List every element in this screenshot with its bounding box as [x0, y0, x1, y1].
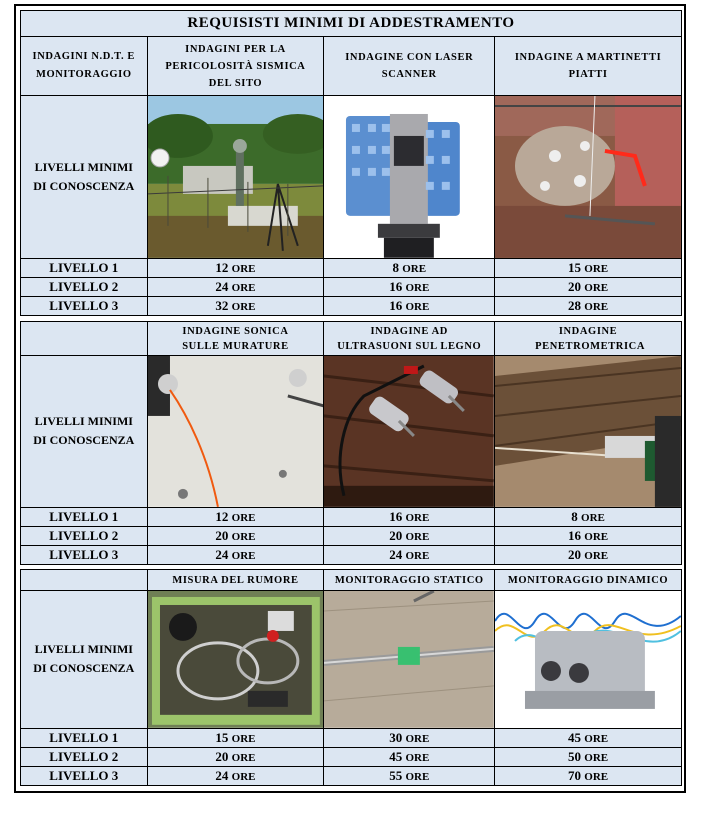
noise-measure-photo [147, 591, 324, 729]
section-1-table [20, 10, 682, 316]
hours-value: 20 [215, 748, 229, 764]
hours-value: 16 [389, 297, 403, 313]
row-label-text: LIVELLI MINIMI DI CONOSCENZA [33, 414, 135, 448]
hours-unit: ORE [584, 530, 609, 543]
hours-value: 32 [215, 297, 229, 313]
hours-unit: ORE [584, 262, 609, 275]
hours-unit: ORE [231, 549, 256, 562]
column-header: INDAGINE AD ULTRASUONI SUL LEGNO [324, 322, 495, 356]
static-monitoring-photo [324, 591, 495, 729]
hours-cell [495, 747, 682, 766]
column-header: MISURA DEL RUMORE [147, 570, 324, 591]
flat-jack-test-photo [495, 96, 682, 259]
level-label: LIVELLO 2 [21, 526, 148, 545]
hours-unit: ORE [584, 300, 609, 313]
hours-cell [147, 545, 324, 564]
corner-label [21, 37, 148, 96]
seismic-station-photo [147, 96, 324, 259]
column-header: INDAGINE PENETROMETRICA [495, 322, 682, 356]
level-label: LIVELLO 3 [21, 545, 148, 564]
hours-value: 20 [568, 278, 582, 294]
document-title: REQUISISTI MINIMI DI ADDESTRAMENTO [21, 11, 682, 37]
seismic-station-image [148, 96, 324, 258]
hours-cell [495, 507, 682, 526]
hours-value: 30 [389, 729, 403, 745]
hours-cell [324, 766, 495, 785]
hours-unit: ORE [402, 262, 427, 275]
hours-unit: ORE [584, 281, 609, 294]
level-label: LIVELLO 2 [21, 747, 148, 766]
hours-unit: ORE [584, 732, 609, 745]
hours-cell [324, 747, 495, 766]
hours-cell [495, 545, 682, 564]
hours-unit: ORE [231, 751, 256, 764]
laser-scanner-image [324, 96, 494, 258]
level-label: LIVELLO 3 [21, 766, 148, 785]
sonic-test-wall-image [148, 356, 324, 507]
hours-value: 12 [215, 259, 229, 275]
hours-unit: ORE [405, 530, 430, 543]
column-header: INDAGINE A MARTINETTI PIATTI [495, 37, 682, 96]
hours-unit: ORE [584, 770, 609, 783]
column-header: INDAGINE SONICA SULLE MURATURE [147, 322, 324, 356]
noise-measure-image [148, 591, 324, 728]
hours-unit: ORE [231, 300, 256, 313]
laser-scanner-photo [324, 96, 495, 259]
dynamic-monitoring-photo [495, 591, 682, 729]
hours-unit: ORE [581, 511, 605, 524]
hours-cell [147, 747, 324, 766]
hours-value: 8 [571, 508, 578, 524]
requirements-document [14, 4, 686, 793]
hours-unit: ORE [584, 751, 609, 764]
hours-cell [324, 728, 495, 747]
section-2-table [20, 321, 682, 565]
hours-unit: ORE [231, 530, 256, 543]
hours-cell [147, 277, 324, 296]
hours-unit: ORE [405, 770, 430, 783]
flat-jack-test-image [495, 96, 681, 258]
hours-cell [495, 258, 682, 277]
hours-unit: ORE [405, 751, 430, 764]
hours-unit: ORE [231, 262, 256, 275]
section-3-table [20, 569, 682, 786]
hours-value: 24 [215, 278, 229, 294]
hours-cell [147, 507, 324, 526]
hours-cell [495, 728, 682, 747]
level-label: LIVELLO 1 [21, 258, 148, 277]
hours-cell [324, 507, 495, 526]
row-label-text: LIVELLI MINIMI DI CONOSCENZA [33, 642, 135, 676]
hours-value: 24 [389, 546, 403, 562]
row-label [21, 356, 148, 508]
hours-unit: ORE [405, 549, 430, 562]
hours-value: 55 [389, 767, 403, 783]
ultrasound-wood-image [324, 356, 494, 507]
row-label [21, 96, 148, 259]
level-label: LIVELLO 1 [21, 507, 148, 526]
static-monitoring-image [324, 591, 494, 728]
hours-unit: ORE [405, 732, 430, 745]
hours-value: 24 [215, 767, 229, 783]
hours-value: 16 [389, 278, 403, 294]
hours-value: 20 [215, 527, 229, 543]
hours-cell [495, 277, 682, 296]
hours-value: 50 [568, 748, 582, 764]
hours-cell [495, 526, 682, 545]
hours-unit: ORE [584, 549, 609, 562]
hours-cell [147, 296, 324, 315]
hours-unit: ORE [231, 281, 256, 294]
hours-value: 15 [215, 729, 229, 745]
corner-label-text: INDAGINI N.D.T. E MONITORAGGIO [32, 51, 136, 80]
hours-cell [147, 766, 324, 785]
hours-cell [147, 258, 324, 277]
empty-corner-cell [21, 322, 148, 356]
level-label: LIVELLO 1 [21, 728, 148, 747]
hours-unit: ORE [231, 770, 256, 783]
dynamic-monitoring-image [495, 591, 681, 728]
hours-value: 45 [568, 729, 582, 745]
hours-unit: ORE [231, 732, 256, 745]
hours-cell [147, 526, 324, 545]
hours-value: 24 [215, 546, 229, 562]
hours-cell [147, 728, 324, 747]
empty-corner-cell [21, 570, 148, 591]
level-label: LIVELLO 3 [21, 296, 148, 315]
hours-value: 12 [215, 508, 229, 524]
hours-cell [495, 296, 682, 315]
hours-cell [324, 296, 495, 315]
sonic-test-wall-photo [147, 356, 324, 508]
column-header: INDAGINE CON LASER SCANNER [324, 37, 495, 96]
hours-unit: ORE [231, 511, 256, 524]
hours-value: 20 [568, 546, 582, 562]
hours-value: 16 [568, 527, 582, 543]
hours-cell [324, 258, 495, 277]
hours-unit: ORE [405, 281, 430, 294]
column-header: MONITORAGGIO STATICO [324, 570, 495, 591]
hours-cell [324, 545, 495, 564]
hours-unit: ORE [405, 300, 430, 313]
column-header: INDAGINI PER LA PERICOLOSITÀ SISMICA DEL SITO [147, 37, 324, 96]
row-label-text: LIVELLI MINIMI DI CONOSCENZA [33, 159, 135, 193]
hours-value: 16 [389, 508, 403, 524]
hours-cell [495, 766, 682, 785]
penetrometer-photo [495, 356, 682, 508]
hours-value: 15 [568, 259, 582, 275]
column-header: MONITORAGGIO DINAMICO [495, 570, 682, 591]
hours-unit: ORE [405, 511, 430, 524]
hours-value: 28 [568, 297, 582, 313]
level-label: LIVELLO 2 [21, 277, 148, 296]
row-label [21, 591, 148, 729]
hours-cell [324, 277, 495, 296]
hours-value: 8 [392, 259, 399, 275]
hours-value: 45 [389, 748, 403, 764]
ultrasound-wood-photo [324, 356, 495, 508]
hours-value: 70 [568, 767, 582, 783]
hours-value: 20 [389, 527, 403, 543]
penetrometer-image [495, 356, 681, 507]
hours-cell [324, 526, 495, 545]
